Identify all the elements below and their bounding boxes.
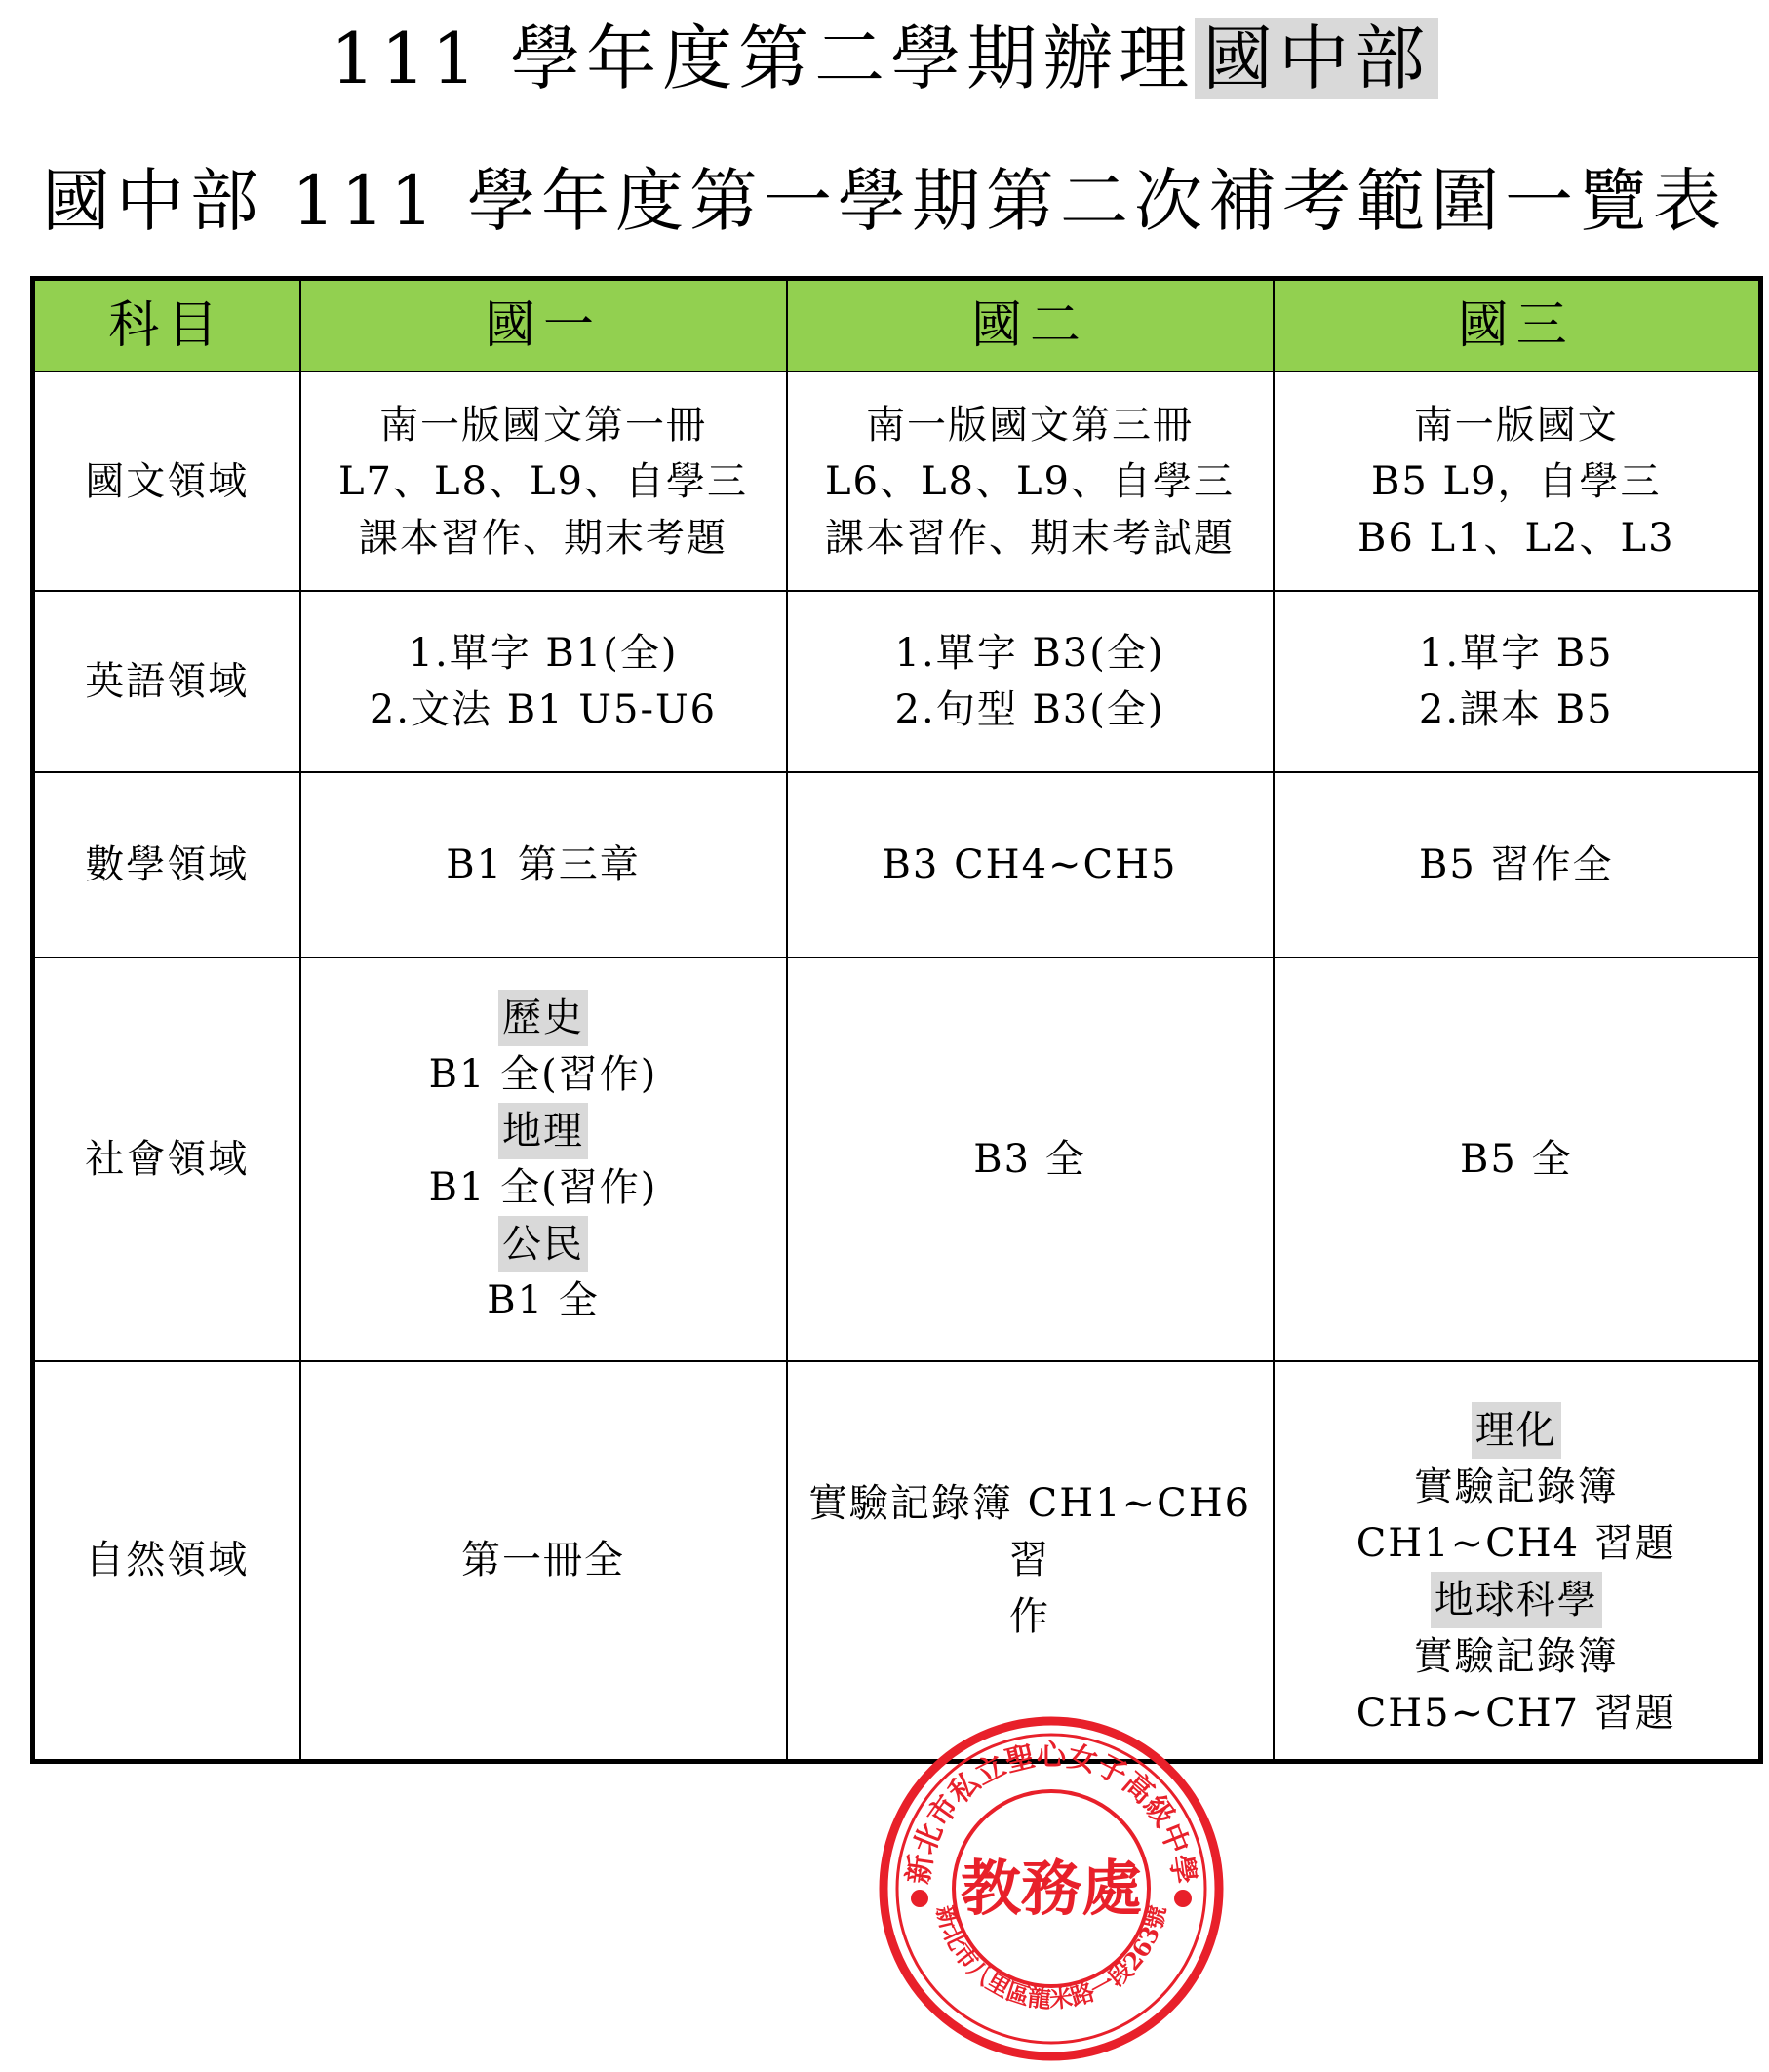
- cell-chinese-g3: [1274, 371, 1761, 591]
- sub-subject-value: 實驗記錄簿: [1413, 1465, 1619, 1510]
- subject-math: 數學領域: [33, 772, 300, 958]
- header-subject: 科目: [33, 279, 300, 372]
- sub-subject-value: 實驗記錄簿: [1413, 1634, 1619, 1680]
- sub-subject-label: 地球科學: [1431, 1572, 1602, 1628]
- page-title-line2: 國中部 111 學年度第一學期第二次補考範圍一覽表: [41, 161, 1728, 241]
- seal-bottom-text: 新北市八里區龍米路一段263號: [930, 1902, 1172, 2014]
- cell-science-g2: [787, 1361, 1274, 1761]
- page-title-line1: [0, 14, 1769, 103]
- exam-scope-table: [30, 276, 1763, 1764]
- sub-subject-label: 公民: [498, 1216, 588, 1272]
- cell-social-g1: [300, 958, 787, 1361]
- sub-subject-label: 理化: [1472, 1402, 1561, 1459]
- sub-subject-value: B1 全: [487, 1278, 600, 1323]
- title-text: 111 學年度第二學期辦理: [330, 18, 1196, 99]
- cell-line: 作: [1009, 1594, 1050, 1640]
- cell-english-g3: [1274, 591, 1761, 772]
- table-row-english: [33, 591, 1761, 772]
- sub-subject-value: B1 全(習作): [428, 1165, 658, 1210]
- cell-social-g3: B5 全: [1274, 958, 1761, 1361]
- cell-english-g1: [300, 591, 787, 772]
- cell-chinese-g1: [300, 371, 787, 591]
- sub-subject-value: CH5~CH7 習題: [1356, 1691, 1676, 1737]
- sub-subject-value: CH1~CH4 習題: [1356, 1521, 1676, 1567]
- subject-english: 英語領域: [33, 591, 300, 772]
- table-row-social: [33, 958, 1761, 1361]
- cell-line: 南一版國文第三冊: [866, 402, 1194, 448]
- cell-line: 1.單字 B1(全): [408, 631, 679, 676]
- seal-center-text: 教務處: [960, 1853, 1143, 1924]
- header-grade1: 國一: [300, 279, 787, 372]
- table-row-chinese: [33, 371, 1761, 591]
- cell-line: L6、L8、L9、自學三: [824, 458, 1236, 504]
- cell-math-g2: B3 CH4~CH5: [787, 772, 1274, 958]
- header-grade2: 國二: [787, 279, 1274, 372]
- cell-line: 實驗記錄簿 CH1~CH6 習: [807, 1481, 1252, 1583]
- subject-chinese: 國文領域: [33, 371, 300, 591]
- table-header-row: [33, 279, 1761, 372]
- sub-subject-label: 地理: [498, 1103, 588, 1159]
- cell-english-g2: [787, 591, 1274, 772]
- cell-line: 2.課本 B5: [1418, 687, 1614, 732]
- cell-line: 2.文法 B1 U5-U6: [369, 687, 718, 732]
- sub-subject-label: 歷史: [498, 990, 588, 1046]
- header-grade3: 國三: [1274, 279, 1761, 372]
- cell-line: L7、L8、L9、自學三: [337, 458, 749, 504]
- subject-science: 自然領域: [33, 1361, 300, 1761]
- cell-line: 課本習作、期末考題: [359, 515, 727, 561]
- cell-line: 南一版國文第一冊: [379, 402, 707, 448]
- cell-chinese-g2: [787, 371, 1274, 591]
- cell-line: 南一版國文: [1413, 402, 1619, 448]
- subject-social: 社會領域: [33, 958, 300, 1361]
- cell-line: 1.單字 B3(全): [894, 631, 1165, 676]
- cell-line: B6 L1、L2、L3: [1356, 515, 1675, 561]
- cell-social-g2: B3 全: [787, 958, 1274, 1361]
- cell-line: 課本習作、期末考試題: [825, 515, 1235, 561]
- sub-subject-value: B1 全(習作): [428, 1052, 658, 1097]
- cell-science-g3: [1274, 1361, 1761, 1761]
- cell-line: 2.句型 B3(全): [894, 687, 1165, 732]
- cell-science-g1: 第一冊全: [300, 1361, 787, 1761]
- cell-line: B5 L9，自學三: [1370, 458, 1662, 504]
- cell-math-g3: B5 習作全: [1274, 772, 1761, 958]
- title-highlight: 國中部: [1195, 18, 1438, 99]
- cell-line: 1.單字 B5: [1418, 631, 1614, 676]
- official-seal-stamp: [871, 1708, 1232, 2069]
- table-row-science: [33, 1361, 1761, 1761]
- table-row-math: [33, 772, 1761, 958]
- seal-top-text: 新北市私立聖心女子高級中學: [901, 1739, 1201, 1887]
- cell-math-g1: B1 第三章: [300, 772, 787, 958]
